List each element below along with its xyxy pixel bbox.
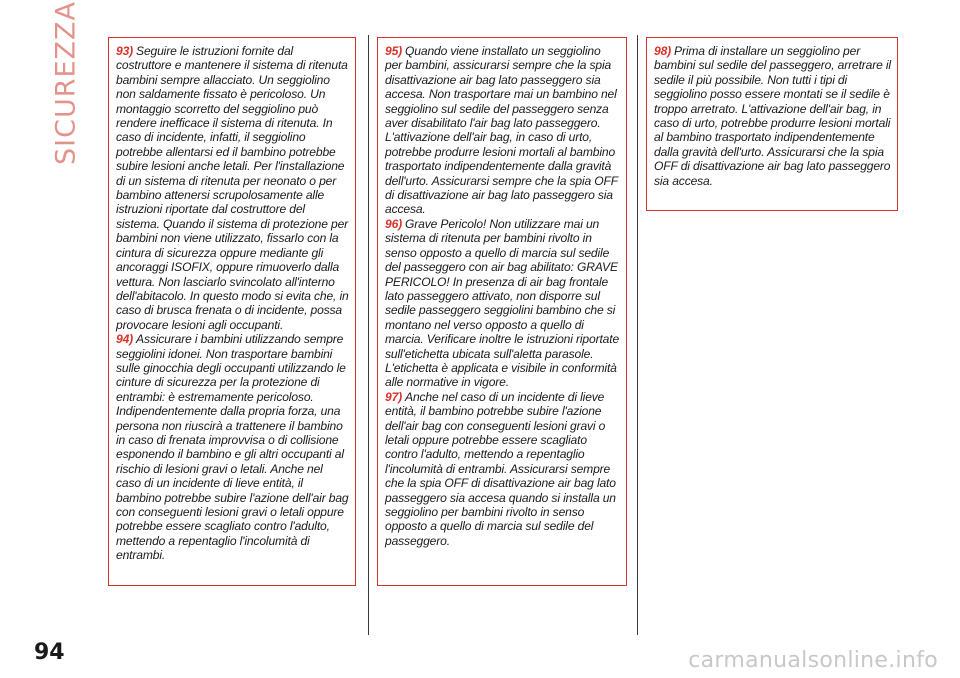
warning-box-column-1 <box>108 37 356 586</box>
note-text: Anche nel caso di un incidente di lieve entità, il bambino potrebbe subire l'azione dell'air bag con conseguenti lesioni gravi o letali oppure potrebbe essere scagliato contro l'adulto, mettendo a repentaglio l'incolumità di entrambi. Assicurarsi sempre che la spia OFF di disattivazione air bag lato passeggero sia accesa quando si installa un seggiolino per bambini rivolto in senso opposto a quello di marcia sul sedile del passeggero. <box>385 389 616 548</box>
watermark: carmanualsonline.info <box>688 648 938 673</box>
warning-note <box>654 44 891 188</box>
note-ref: 98) <box>654 44 672 58</box>
warning-box-column-2 <box>377 37 627 586</box>
note-text: Grave Pericolo! Non utilizzare mai un sistema di ritenuta per bambini rivolto in senso opposto a quello di marcia sul sedile del passeggero con air bag abilitato: GRAVE PERICOLO! In presenza di air bag frontale lato passeggero attivato, non disporre sul sedile passeggero seggiolini bambino che si montano nel verso opposto a quello di marcia. Verificare inoltre le istruzioni riportate sull'etichetta ubicata sull'aletta parasole. L'etichetta è applicata e visibile in conformità alle normative in vigore. <box>385 216 620 390</box>
column-divider <box>637 35 638 635</box>
note-ref: 95) <box>385 44 403 58</box>
warning-note <box>385 44 620 217</box>
warning-note <box>116 332 349 563</box>
warning-box-column-3 <box>646 37 898 211</box>
page-number: 94 <box>34 640 65 665</box>
section-label: SICUREZZA <box>50 1 82 165</box>
warning-note <box>116 44 349 332</box>
note-text: Prima di installare un seggiolino per bambini sul sedile del passeggero, arretrare il sedile il più possibile. Non tutti i tipi di seggiolino posso essere montati se il sedile è troppo arretrato. L'attivazione dell'air bag, in caso di urto, potrebbe produrre lesioni mortali al bambino trasportato indipendentemente dalla gravità dell'urto. Assicurarsi che la spia OFF di disattivazione air bag lato passeggero sia accesa. <box>654 44 891 188</box>
note-ref: 96) <box>385 216 403 231</box>
note-text: Assicurare i bambini utilizzando sempre seggiolini idonei. Non trasportare bambini sulle ginocchia degli occupanti utilizzando le cinture di sicurezza per la protezione di entrambi: è estremamente pericoloso. Indipendentemente dalla propria forza, una persona non riuscirà a trattenere il bambino in caso di frenata improvvisa o di collisione esponendo il bambino e gli altri occupanti al rischio di lesioni gravi o letali. Anche nel caso di un incidente di lieve entità, il bambino potrebbe subire l'azione dell'air bag con conseguenti lesioni gravi o letali oppure potrebbe essere scagliato contro l'adulto, mettendo a repentaglio l'incolumità di entrambi. <box>116 332 349 563</box>
warning-note <box>385 390 620 548</box>
warning-note <box>385 217 620 390</box>
note-ref: 97) <box>385 389 403 404</box>
column-divider <box>368 35 369 635</box>
note-text: Seguire le istruzioni fornite dal costruttore e mantenere il sistema di ritenuta bambini sempre allacciato. Un seggiolino non saldamente fissato è pericoloso. Un montaggio scorretto del seggiolino può rendere inefficace il sistema di ritenuta. In caso di incidente, infatti, il seggiolino potrebbe allentarsi ed il bambino potrebbe subire lesioni anche letali. Per l'installazione di un sistema di ritenuta per neonato o per bambino attenersi scrupolosamente alle istruzioni riportate dal costruttore del sistema. Quando il sistema di protezione per bambini non viene utilizzato, fissarlo con la cintura di sicurezza oppure mediante gli ancoraggi ISOFIX, oppure rimuoverlo dalla vettura. Non lasciarlo svincolato all'interno dell'abitacolo. In questo modo si evita che, in caso di brusca frenata o di incidente, possa provocare lesioni agli occupanti. <box>116 44 349 332</box>
note-ref: 94) <box>116 332 134 347</box>
note-ref: 93) <box>116 44 134 58</box>
note-text: Quando viene installato un seggiolino per bambini, assicurarsi sempre che la spia disattivazione air bag lato passeggero sia accesa. Non trasportare mai un bambino nel seggiolino sul sedile del passeggero senza aver disabilitato l'air bag lato passeggero. L'attivazione dell'air bag, in caso di urto, potrebbe produrre lesioni mortali al bambino trasportato indipendentemente dalla gravità dell'urto. Assicurarsi sempre che la spia OFF di disattivazione air bag lato passeggero sia accesa. <box>385 44 618 217</box>
section-tab <box>46 1 86 165</box>
